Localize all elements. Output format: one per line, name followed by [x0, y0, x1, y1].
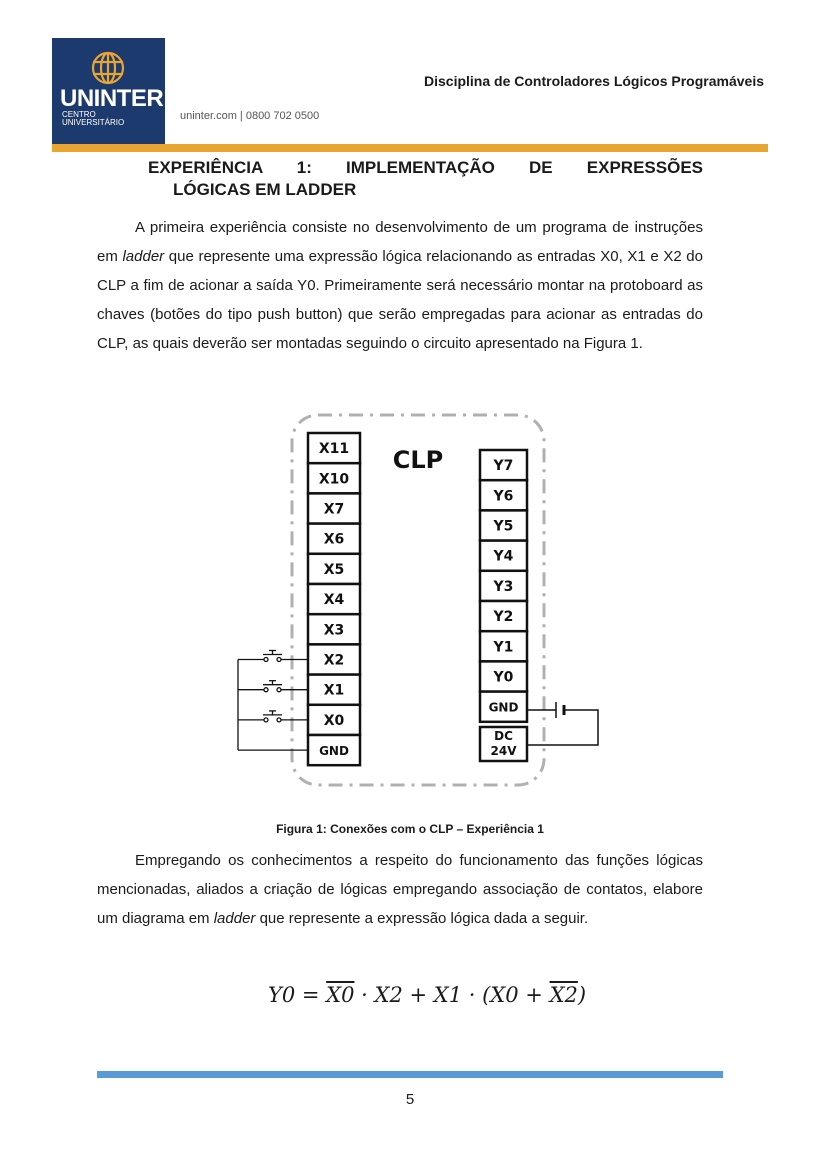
instruction-text-2: que represente a expressão lógica dada a seguir. [255, 910, 589, 927]
eq-not-x0: X0 [326, 983, 355, 1007]
intro-text-2: que represente uma expressão lógica relacionando as entradas X0, X1 e X2 do CLP a fim de acionar a saída Y0. Primeiramente será necessário montar na protoboard as chaves (botões do tipo push button) que serão empregadas para acionar as entradas do CLP, as quais deverão ser montadas seguindo o circuito apresentado na Figura 1. [97, 248, 703, 352]
page-number: 5 [405, 1091, 415, 1108]
output-terminals [480, 450, 527, 722]
battery-icon [527, 702, 598, 745]
figure-caption: Figura 1: Conexões com o CLP – Experiência 1 [276, 822, 544, 836]
push-button-contact [264, 658, 268, 662]
input-label-x3: X3 [323, 622, 345, 639]
input-label-x10: X10 [318, 471, 350, 488]
footer-divider [97, 1071, 723, 1078]
clp-wiring-diagram [230, 405, 610, 800]
logo-name: UNINTER [60, 85, 164, 112]
output-label-y4: Y4 [493, 548, 514, 565]
instruction-paragraph [97, 846, 703, 933]
eq-term4: ) [577, 983, 587, 1007]
section-title-line1: EXPERIÊNCIA 1: IMPLEMENTAÇÃO DE EXPRESSÕES [148, 158, 703, 177]
output-label-gnd: GND [488, 700, 519, 715]
discipline-title: Disciplina de Controladores Lógicos Programáveis [424, 73, 764, 89]
contact-info: uninter.com | 0800 702 0500 [180, 110, 320, 122]
intro-text-1: A primeira experiência consiste no desenvolvimento de um programa de instruções em [97, 219, 703, 265]
eq-term2: · X2 + X1 · (X0 + [354, 983, 550, 1007]
logic-expression [268, 983, 586, 1007]
header-divider [52, 144, 768, 152]
dc-label: DC [494, 729, 513, 743]
input-label-x0: X0 [323, 712, 345, 729]
output-label-y6: Y6 [493, 488, 514, 505]
input-label-x4: X4 [323, 592, 345, 609]
logo-subtitle-2: UNIVERSITÁRIO [62, 118, 125, 127]
eq-not-x2: X2 [549, 983, 578, 1007]
section-title-line2: LÓGICAS EM LADDER [173, 180, 357, 199]
instruction-text-1: Empregando os conhecimentos a respeito do funcionamento das funções lógicas mencionadas, aliados a criação de lógicas empregando associação de contatos, elabore um diagrama em [97, 852, 703, 927]
input-label-x5: X5 [323, 561, 345, 578]
output-label-y1: Y1 [493, 639, 514, 656]
output-label-y0: Y0 [493, 669, 514, 686]
input-label-x2: X2 [323, 652, 345, 669]
clp-label: CLP [392, 446, 444, 474]
push-buttons [238, 651, 308, 751]
output-label-y3: Y3 [493, 578, 514, 595]
uninter-logo [52, 38, 165, 144]
intro-paragraph [97, 213, 703, 358]
output-label-y5: Y5 [493, 518, 514, 535]
input-label-gnd: GND [319, 744, 349, 759]
clp-figure [230, 405, 610, 800]
input-label-x7: X7 [323, 501, 345, 518]
output-label-y7: Y7 [493, 458, 514, 475]
input-terminals [308, 433, 360, 765]
24v-label: 24V [490, 744, 517, 758]
eq-lhs: Y0 = [268, 983, 327, 1007]
input-label-x6: X6 [323, 531, 345, 548]
push-button-contact [264, 718, 268, 722]
input-label-x1: X1 [323, 682, 345, 699]
instruction-italic: ladder [213, 910, 256, 927]
output-label-y2: Y2 [493, 609, 514, 626]
logo-subtitle-1: CENTRO [62, 110, 96, 119]
input-label-x11: X11 [318, 441, 350, 458]
intro-italic: ladder [122, 248, 165, 265]
push-button-contact [264, 688, 268, 692]
